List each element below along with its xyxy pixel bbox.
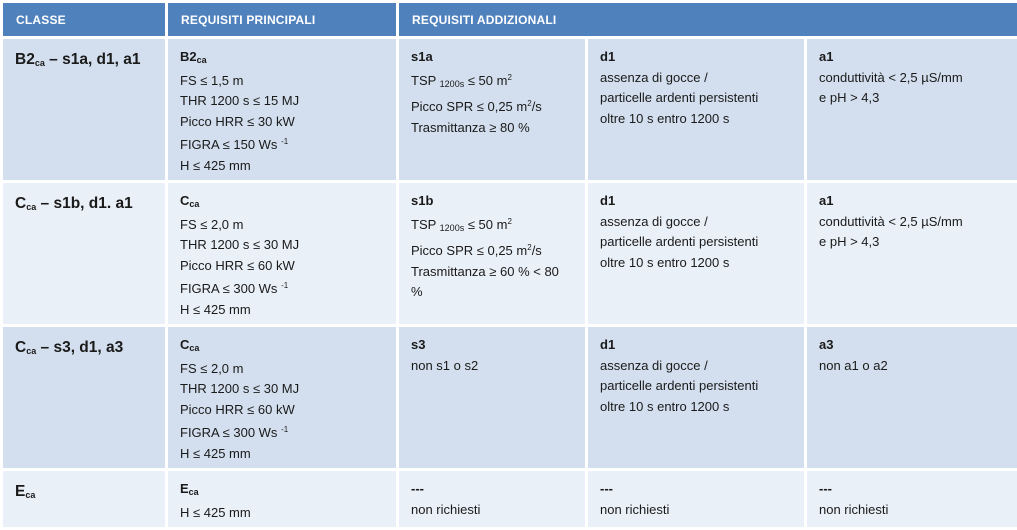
req-line: H ≤ 425 mm: [180, 157, 251, 173]
drops-line: oltre 10 s entro 1200 s: [600, 398, 730, 414]
header-classe: CLASSE: [3, 3, 165, 36]
acid-cell: [807, 183, 1017, 324]
req-line: Picco HRR ≤ 30 kW: [180, 113, 295, 129]
req-line: FS ≤ 2,0 m: [180, 216, 244, 232]
req-line: THR 1200 s ≤ 30 MJ: [180, 381, 300, 396]
smoke-title: s1a: [411, 49, 433, 64]
acid-title: ---: [819, 481, 832, 496]
class-cell: [3, 39, 165, 180]
acid-title: a3: [819, 337, 834, 352]
smoke-cell: [399, 327, 585, 468]
acid-cell: [807, 471, 1017, 527]
drops-line: assenza di gocce /: [600, 213, 708, 229]
class-rest: – s1b, d1. a1: [36, 195, 133, 212]
drops-cell: [588, 471, 804, 527]
class-rest: – s3, d1, a3: [36, 339, 124, 356]
table-row: [3, 183, 1017, 324]
trans-line: Trasmittanza ≥ 60 % < 80: [411, 263, 559, 279]
main-title: $E_{ca}$: [180, 481, 199, 497]
class-base: B2: [15, 51, 35, 68]
main-title: $C_{ca}$: [180, 337, 200, 353]
spr-line: Picco SPR ≤ 0,25 $m^2/s$: [411, 99, 542, 114]
class-rest: – s1a, d1, a1: [44, 51, 141, 68]
req-line: Picco HRR ≤ 60 kW: [180, 401, 295, 417]
drops-cell: [588, 183, 804, 324]
drops-cell: [588, 327, 804, 468]
drops-title: d1: [600, 337, 616, 352]
class-base: C: [15, 339, 27, 356]
req-line: FS ≤ 2,0 m: [180, 360, 244, 376]
drops-title: d1: [600, 193, 616, 208]
acid-line: non a1 o a2: [819, 357, 888, 373]
req-line: FIGRA ≤ 300 Ws $^{-1}$: [180, 281, 289, 296]
req-line: THR 1200 s ≤ 30 MJ: [180, 237, 300, 252]
acid-title: a1: [819, 49, 834, 64]
smoke-line: non s1 o s2: [411, 357, 479, 373]
class-cell: [3, 471, 165, 527]
main-title: $B2_{ca}$: [180, 49, 207, 65]
trans-line: Trasmittanza ≥ 80 %: [411, 119, 530, 135]
drops-line: particelle ardenti persistenti: [600, 378, 759, 393]
drops-line: particelle ardenti persistenti: [600, 90, 759, 105]
class-sub: ca: [25, 490, 36, 500]
req-line: H ≤ 425 mm: [180, 445, 251, 461]
main-requirements-cell: [168, 39, 396, 180]
smoke-cell: [399, 183, 585, 324]
acid-title: a1: [819, 193, 834, 208]
drops-line: assenza di gocce /: [600, 357, 708, 373]
class-cell: [3, 183, 165, 324]
class-cell: [3, 327, 165, 468]
main-requirements-cell: [168, 471, 396, 527]
drops-line: oltre 10 s entro 1200 s: [600, 110, 730, 126]
req-line: THR 1200 s ≤ 15 MJ: [180, 93, 300, 108]
main-title: $C_{ca}$: [180, 193, 200, 209]
class-base: E: [15, 483, 26, 500]
acid-line: non richiesti: [819, 501, 889, 517]
class-sub: ca: [26, 346, 37, 356]
drops-line: oltre 10 s entro 1200 s: [600, 254, 730, 270]
table-row: [3, 327, 1017, 468]
smoke-line: non richiesti: [411, 501, 481, 517]
tsp-line: TSP 1200s ≤ 50 $m^2$: [411, 72, 512, 89]
smoke-cell: [399, 39, 585, 180]
acid-line: conduttività < 2,5 µS/mm: [819, 69, 963, 85]
class-base: C: [15, 195, 27, 212]
req-line: Picco HRR ≤ 60 kW: [180, 257, 295, 273]
req-line: FS ≤ 1,5 m: [180, 72, 244, 88]
tsp-line: TSP 1200s ≤ 50 $m^2$: [411, 216, 512, 233]
req-line: H ≤ 425 mm: [180, 504, 251, 520]
spr-line: Picco SPR ≤ 0,25 $m^2/s$: [411, 243, 542, 258]
smoke-title: s3: [411, 337, 426, 352]
req-line: FIGRA ≤ 150 Ws $^{-1}$: [180, 137, 289, 152]
header-row: [3, 3, 1017, 36]
drops-title: d1: [600, 49, 616, 64]
header-requisiti-principali: REQUISITI PRINCIPALI: [168, 3, 396, 36]
acid-cell: [807, 39, 1017, 180]
class-sub: ca: [34, 58, 45, 68]
req-line: H ≤ 425 mm: [180, 301, 251, 317]
drops-line: non richiesti: [600, 501, 670, 517]
header-requisiti-addizionali: REQUISITI ADDIZIONALI: [399, 3, 1017, 36]
acid-line: conduttività < 2,5 µS/mm: [819, 213, 963, 229]
table-row: [3, 471, 1017, 527]
trans-line: %: [411, 284, 423, 299]
acid-cell: [807, 327, 1017, 468]
main-requirements-cell: [168, 327, 396, 468]
drops-cell: [588, 39, 804, 180]
table-row: [3, 39, 1017, 180]
drops-line: particelle ardenti persistenti: [600, 234, 759, 249]
smoke-title: ---: [411, 481, 424, 496]
main-requirements-cell: [168, 183, 396, 324]
acid-line: e pH > 4,3: [819, 234, 880, 249]
class-sub: ca: [26, 202, 37, 212]
drops-title: ---: [600, 481, 613, 496]
smoke-cell: [399, 471, 585, 527]
drops-line: assenza di gocce /: [600, 69, 708, 85]
acid-line: e pH > 4,3: [819, 90, 880, 105]
smoke-title: s1b: [411, 193, 434, 208]
req-line: FIGRA ≤ 300 Ws $^{-1}$: [180, 425, 289, 440]
